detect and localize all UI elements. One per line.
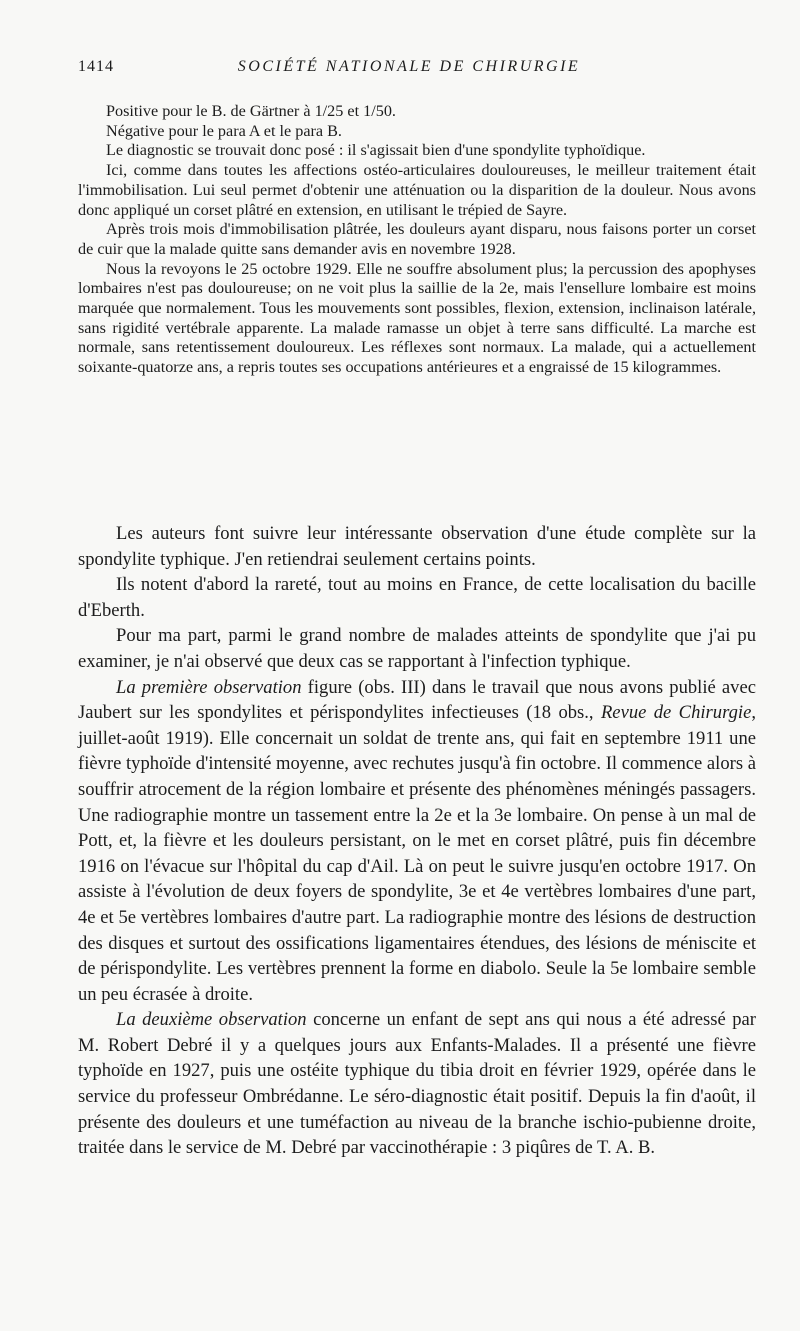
page-number: 1414 [78,58,114,75]
quoted-paragraph: Le diagnostic se trouvait donc posé : il s'agissait bien d'une spondylite typhoïdique. [106,141,646,160]
main-text [78,521,756,1161]
body-paragraph [78,675,756,1008]
body-paragraph: Pour ma part, parmi le grand nombre de malades atteints de spondylite que j'ai pu examiner, je n'ai observé que deux cas se rapportant à l'infection typhique. [78,625,756,672]
first-observation-text-b: , juillet-août 1919). Elle concernait un soldat de trente ans, qui fait en septembre 1911 une fièvre typhoïde d'intensité moyenne, avec rechutes jusqu'à fin octobre. Il commence alors à souffrir atrocement de la région lombaire et présente des phénomènes méningés passagers. Une radiographie montre un tassement entre la 2e et la 3e lombaire. On pense à un mal de Pott, et, la fièvre et les douleurs persistant, on le met en corset plâtré, puis fin décembre 1916 on l'évacue sur l'hôpital du cap d'Ail. Là on peut le suivre jusqu'en octobre 1917. On assiste à l'évolution de deux foyers de spondylite, 3e et 4e vertèbres lombaires d'une part, 4e et 5e vertèbres lombaires d'autre part. La radiographie montre des lésions de destruction des disques et surtout des ossifications ligamentaires étendues, des lésions de méniscite et de périspondylite. Les vertèbres prennent la forme en diabolo. Seule la 5e lombaire semble un peu écrasée à droite. [78,702,756,1005]
running-title: SOCIÉTÉ NATIONALE DE CHIRURGIE [237,58,581,75]
quoted-observation [78,102,756,378]
second-observation-heading: La deuxième observation [116,1009,307,1031]
quoted-paragraph: Après trois mois d'immobilisation plâtrée, les douleurs ayant disparu, nous faisons porter un corset de cuir que la malade quitte sans demander avis en novembre 1928. [78,220,756,258]
quoted-paragraph: Nous la revoyons le 25 octobre 1929. Elle ne souffre absolument plus; la percussion des apophyses lombaires n'est pas douloureuse; on ne voit plus la saillie de la 2e, mais l'ensellure lombaire est moins marquée que normalement. Tous les mouvements sont possibles, flexion, extension, inclinaison latérale, sans rigidité vertébrale apparente. La malade ramasse un objet à terre sans difficulté. La marche est normale, sans retentissement douloureux. Les réflexes sont normaux. La malade, qui a actuellement soixante-quatorze ans, a repris toutes ses occupations antérieures et a engraissé de 15 kilogrammes. [78,259,756,377]
second-observation-text: concerne un enfant de sept ans qui nous a été adressé par M. Robert Debré il y a quelques jours aux Enfants-Malades. Il a présenté une fièvre typhoïde en 1927, puis une ostéite typhique du tibia droit en février 1929, opérée dans le service du professeur Ombrédanne. Le séro-diagnostic était positif. Depuis la fin d'août, il présente des douleurs et une tuméfaction au niveau de la branche ischio-pubienne droite, traitée dans le service de M. Debré par vaccinothérapie : 3 piqûres de T. A. B. [78,1009,757,1159]
first-observation-heading: La première observation [116,676,302,698]
quoted-paragraph: Ici, comme dans toutes les affections ostéo-articulaires douloureuses, le meilleur traitement était l'immobilisation. Lui seul permet d'obtenir une atténuation ou la disparition de la douleur. Nous avons donc appliqué un corset plâtré en extension, en utilisant le trépied de Sayre. [78,161,756,219]
quoted-paragraph: Positive pour le B. de Gärtner à 1/25 et 1/50. [106,102,396,120]
journal-title: Revue de Chirurgie [600,702,752,724]
body-paragraph: Les auteurs font suivre leur intéressante observation d'une étude complète sur la spondylite typhique. J'en retiendrai seulement certains points. [78,523,756,570]
body-paragraph: Ils notent d'abord la rareté, tout au moins en France, de cette localisation du bacille d'Eberth. [78,574,756,621]
quoted-paragraph: Négative pour le para A et le para B. [106,121,342,140]
first-observation-text-a: figure (obs. III) dans le travail que nous avons publié avec Jaubert sur les spondylites et périspondylites infectieuses (18 obs., [78,676,756,724]
body-paragraph [78,1007,756,1161]
